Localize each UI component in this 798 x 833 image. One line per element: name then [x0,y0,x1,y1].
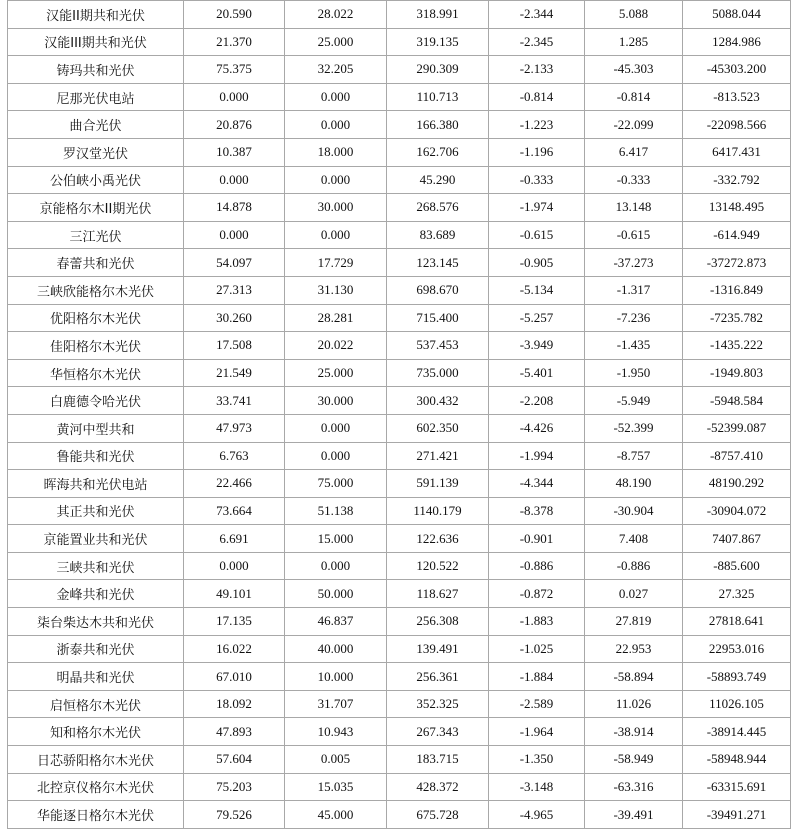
value-cell-6: -813.523 [683,83,791,111]
station-name-cell: 公伯峡小禹光伏 [8,166,184,194]
station-name-cell: 汉能II期共和光伏 [8,1,184,29]
value-cell-6: -39491.271 [683,801,791,829]
value-cell-6: 27.325 [683,580,791,608]
value-cell-1: 16.022 [184,635,285,663]
value-cell-6: -7235.782 [683,304,791,332]
value-cell-6: 48190.292 [683,470,791,498]
value-cell-6: -30904.072 [683,497,791,525]
station-name-cell: 柒台柴达木共和光伏 [8,608,184,636]
station-name-cell: 京能格尔木II期光伏 [8,194,184,222]
value-cell-3: 271.421 [387,442,489,470]
value-cell-3: 300.432 [387,387,489,415]
table-row [8,470,791,498]
value-cell-5: -1.435 [585,332,683,360]
value-cell-6: -5948.584 [683,387,791,415]
value-cell-5: 0.027 [585,580,683,608]
value-cell-6: -38914.445 [683,718,791,746]
value-cell-1: 67.010 [184,663,285,691]
value-cell-1: 47.973 [184,414,285,442]
value-cell-3: 166.380 [387,111,489,139]
value-cell-6: -1435.222 [683,332,791,360]
value-cell-5: -58.949 [585,746,683,774]
value-cell-3: 591.139 [387,470,489,498]
value-cell-1: 0.000 [184,221,285,249]
station-name-cell: 三江光伏 [8,221,184,249]
station-name-cell: 三峡共和光伏 [8,552,184,580]
value-cell-5: 1.285 [585,28,683,56]
table-row [8,138,791,166]
value-cell-6: -1316.849 [683,276,791,304]
value-cell-5: -0.333 [585,166,683,194]
station-name-cell: 曲合光伏 [8,111,184,139]
value-cell-2: 0.000 [285,221,387,249]
station-name-cell: 启恒格尔木光伏 [8,690,184,718]
value-cell-6: -8757.410 [683,442,791,470]
value-cell-6: -58893.749 [683,663,791,691]
value-cell-5: -22.099 [585,111,683,139]
value-cell-3: 256.308 [387,608,489,636]
value-cell-1: 10.387 [184,138,285,166]
value-cell-1: 79.526 [184,801,285,829]
value-cell-4: -0.886 [489,552,585,580]
value-cell-5: -1.950 [585,359,683,387]
value-cell-3: 715.400 [387,304,489,332]
station-name-cell: 春蕾共和光伏 [8,249,184,277]
value-cell-4: -0.905 [489,249,585,277]
value-cell-1: 27.313 [184,276,285,304]
table-row [8,497,791,525]
table-row [8,221,791,249]
station-name-cell: 尼那光伏电站 [8,83,184,111]
value-cell-4: -5.134 [489,276,585,304]
value-cell-4: -2.344 [489,1,585,29]
station-name-cell: 华恒格尔木光伏 [8,359,184,387]
station-name-cell: 日芯骄阳格尔木光伏 [8,746,184,774]
value-cell-3: 428.372 [387,773,489,801]
value-cell-6: 22953.016 [683,635,791,663]
table-row [8,690,791,718]
station-name-cell: 华能逐日格尔木光伏 [8,801,184,829]
value-cell-2: 28.022 [285,1,387,29]
table-row [8,580,791,608]
station-name-cell: 浙泰共和光伏 [8,635,184,663]
value-cell-3: 319.135 [387,28,489,56]
value-cell-3: 267.343 [387,718,489,746]
value-cell-2: 15.000 [285,525,387,553]
value-cell-1: 75.203 [184,773,285,801]
value-cell-2: 28.281 [285,304,387,332]
value-cell-5: -37.273 [585,249,683,277]
table-row [8,276,791,304]
station-name-cell: 汉能III期共和光伏 [8,28,184,56]
table-row [8,359,791,387]
value-cell-4: -1.223 [489,111,585,139]
value-cell-5: -1.317 [585,276,683,304]
value-cell-5: -0.814 [585,83,683,111]
value-cell-2: 75.000 [285,470,387,498]
value-cell-1: 0.000 [184,552,285,580]
table-row [8,111,791,139]
value-cell-5: 13.148 [585,194,683,222]
value-cell-2: 31.130 [285,276,387,304]
table-row [8,773,791,801]
station-name-cell: 其正共和光伏 [8,497,184,525]
value-cell-1: 47.893 [184,718,285,746]
value-cell-6: -52399.087 [683,414,791,442]
value-cell-2: 51.138 [285,497,387,525]
value-cell-5: 7.408 [585,525,683,553]
value-cell-3: 698.670 [387,276,489,304]
value-cell-2: 0.000 [285,166,387,194]
value-cell-5: -52.399 [585,414,683,442]
value-cell-3: 45.290 [387,166,489,194]
value-cell-3: 1140.179 [387,497,489,525]
value-cell-1: 54.097 [184,249,285,277]
value-cell-1: 30.260 [184,304,285,332]
table-row [8,194,791,222]
value-cell-6: -63315.691 [683,773,791,801]
value-cell-1: 17.135 [184,608,285,636]
value-cell-3: 256.361 [387,663,489,691]
value-cell-5: 11.026 [585,690,683,718]
value-cell-4: -5.401 [489,359,585,387]
table-row [8,442,791,470]
value-cell-5: -30.904 [585,497,683,525]
value-cell-2: 0.000 [285,442,387,470]
value-cell-4: -4.426 [489,414,585,442]
value-cell-1: 22.466 [184,470,285,498]
value-cell-2: 0.000 [285,414,387,442]
value-cell-4: -0.333 [489,166,585,194]
value-cell-4: -1.974 [489,194,585,222]
value-cell-1: 49.101 [184,580,285,608]
value-cell-3: 268.576 [387,194,489,222]
value-cell-4: -3.148 [489,773,585,801]
station-name-cell: 黄河中型共和 [8,414,184,442]
value-cell-2: 10.000 [285,663,387,691]
station-name-cell: 北控京仪格尔木光伏 [8,773,184,801]
value-cell-2: 17.729 [285,249,387,277]
value-cell-4: -2.133 [489,56,585,84]
value-cell-5: -7.236 [585,304,683,332]
table-row [8,28,791,56]
value-cell-4: -0.814 [489,83,585,111]
value-cell-5: 6.417 [585,138,683,166]
station-name-cell: 知和格尔木光伏 [8,718,184,746]
value-cell-3: 110.713 [387,83,489,111]
value-cell-4: -4.965 [489,801,585,829]
value-cell-1: 0.000 [184,83,285,111]
value-cell-1: 0.000 [184,166,285,194]
station-name-cell: 优阳格尔木光伏 [8,304,184,332]
value-cell-4: -1.196 [489,138,585,166]
value-cell-1: 20.876 [184,111,285,139]
value-cell-6: 27818.641 [683,608,791,636]
table-body [8,1,791,829]
value-cell-6: 11026.105 [683,690,791,718]
table-row [8,801,791,829]
value-cell-3: 122.636 [387,525,489,553]
value-cell-3: 162.706 [387,138,489,166]
value-cell-2: 0.000 [285,83,387,111]
value-cell-5: 5.088 [585,1,683,29]
value-cell-4: -1.884 [489,663,585,691]
station-name-cell: 白鹿德令哈光伏 [8,387,184,415]
value-cell-4: -2.589 [489,690,585,718]
station-name-cell: 鲁能共和光伏 [8,442,184,470]
value-cell-1: 6.691 [184,525,285,553]
value-cell-1: 73.664 [184,497,285,525]
table-row [8,304,791,332]
value-cell-1: 14.878 [184,194,285,222]
table-row [8,166,791,194]
table-row [8,635,791,663]
value-cell-4: -1.350 [489,746,585,774]
value-cell-6: 7407.867 [683,525,791,553]
value-cell-2: 46.837 [285,608,387,636]
value-cell-6: -22098.566 [683,111,791,139]
table-row [8,332,791,360]
table-row [8,552,791,580]
value-cell-5: -0.886 [585,552,683,580]
value-cell-5: -8.757 [585,442,683,470]
value-cell-1: 18.092 [184,690,285,718]
value-cell-3: 120.522 [387,552,489,580]
value-cell-6: 1284.986 [683,28,791,56]
value-cell-6: -332.792 [683,166,791,194]
value-cell-6: -614.949 [683,221,791,249]
value-cell-5: -63.316 [585,773,683,801]
station-name-cell: 明晶共和光伏 [8,663,184,691]
value-cell-4: -1.025 [489,635,585,663]
station-name-cell: 三峡欣能格尔木光伏 [8,276,184,304]
value-cell-4: -0.615 [489,221,585,249]
value-cell-5: -38.914 [585,718,683,746]
station-name-cell: 铸玛共和光伏 [8,56,184,84]
table-row [8,387,791,415]
station-name-cell: 京能置业共和光伏 [8,525,184,553]
value-cell-1: 33.741 [184,387,285,415]
value-cell-2: 0.000 [285,111,387,139]
value-cell-1: 20.590 [184,1,285,29]
value-cell-1: 21.370 [184,28,285,56]
value-cell-2: 0.000 [285,552,387,580]
value-cell-4: -1.883 [489,608,585,636]
value-cell-2: 10.943 [285,718,387,746]
value-cell-4: -4.344 [489,470,585,498]
value-cell-3: 602.350 [387,414,489,442]
value-cell-1: 6.763 [184,442,285,470]
table-row [8,56,791,84]
station-name-cell: 佳阳格尔木光伏 [8,332,184,360]
value-cell-3: 139.491 [387,635,489,663]
value-cell-4: -1.964 [489,718,585,746]
value-cell-2: 45.000 [285,801,387,829]
table-row [8,249,791,277]
value-cell-3: 123.145 [387,249,489,277]
value-cell-5: -39.491 [585,801,683,829]
value-cell-1: 21.549 [184,359,285,387]
value-cell-1: 75.375 [184,56,285,84]
value-cell-3: 675.728 [387,801,489,829]
value-cell-4: -3.949 [489,332,585,360]
value-cell-5: -45.303 [585,56,683,84]
value-cell-3: 290.309 [387,56,489,84]
station-name-cell: 晖海共和光伏电站 [8,470,184,498]
value-cell-6: -58948.944 [683,746,791,774]
table-row [8,414,791,442]
value-cell-1: 57.604 [184,746,285,774]
value-cell-2: 0.005 [285,746,387,774]
value-cell-3: 352.325 [387,690,489,718]
station-name-cell: 罗汉堂光伏 [8,138,184,166]
value-cell-4: -0.872 [489,580,585,608]
value-cell-6: 6417.431 [683,138,791,166]
value-cell-3: 735.000 [387,359,489,387]
table-row [8,718,791,746]
value-cell-5: 48.190 [585,470,683,498]
table-row [8,1,791,29]
value-cell-2: 25.000 [285,359,387,387]
table-row [8,608,791,636]
value-cell-6: -1949.803 [683,359,791,387]
value-cell-2: 50.000 [285,580,387,608]
value-cell-3: 183.715 [387,746,489,774]
value-cell-2: 30.000 [285,194,387,222]
value-cell-1: 17.508 [184,332,285,360]
value-cell-6: 5088.044 [683,1,791,29]
value-cell-6: -885.600 [683,552,791,580]
value-cell-3: 537.453 [387,332,489,360]
value-cell-2: 15.035 [285,773,387,801]
value-cell-5: 27.819 [585,608,683,636]
station-name-cell: 金峰共和光伏 [8,580,184,608]
value-cell-3: 118.627 [387,580,489,608]
value-cell-5: -5.949 [585,387,683,415]
value-cell-2: 25.000 [285,28,387,56]
value-cell-4: -2.345 [489,28,585,56]
station-data-table [7,0,791,829]
value-cell-3: 318.991 [387,1,489,29]
value-cell-5: -0.615 [585,221,683,249]
value-cell-4: -1.994 [489,442,585,470]
value-cell-2: 40.000 [285,635,387,663]
value-cell-6: 13148.495 [683,194,791,222]
value-cell-2: 18.000 [285,138,387,166]
value-cell-4: -2.208 [489,387,585,415]
value-cell-2: 31.707 [285,690,387,718]
value-cell-2: 30.000 [285,387,387,415]
table-row [8,83,791,111]
value-cell-4: -0.901 [489,525,585,553]
value-cell-6: -45303.200 [683,56,791,84]
table-row [8,746,791,774]
table-row [8,525,791,553]
value-cell-2: 32.205 [285,56,387,84]
table-row [8,663,791,691]
value-cell-4: -5.257 [489,304,585,332]
value-cell-6: -37272.873 [683,249,791,277]
value-cell-4: -8.378 [489,497,585,525]
table-container [7,0,790,829]
value-cell-5: -58.894 [585,663,683,691]
value-cell-2: 20.022 [285,332,387,360]
value-cell-3: 83.689 [387,221,489,249]
value-cell-5: 22.953 [585,635,683,663]
